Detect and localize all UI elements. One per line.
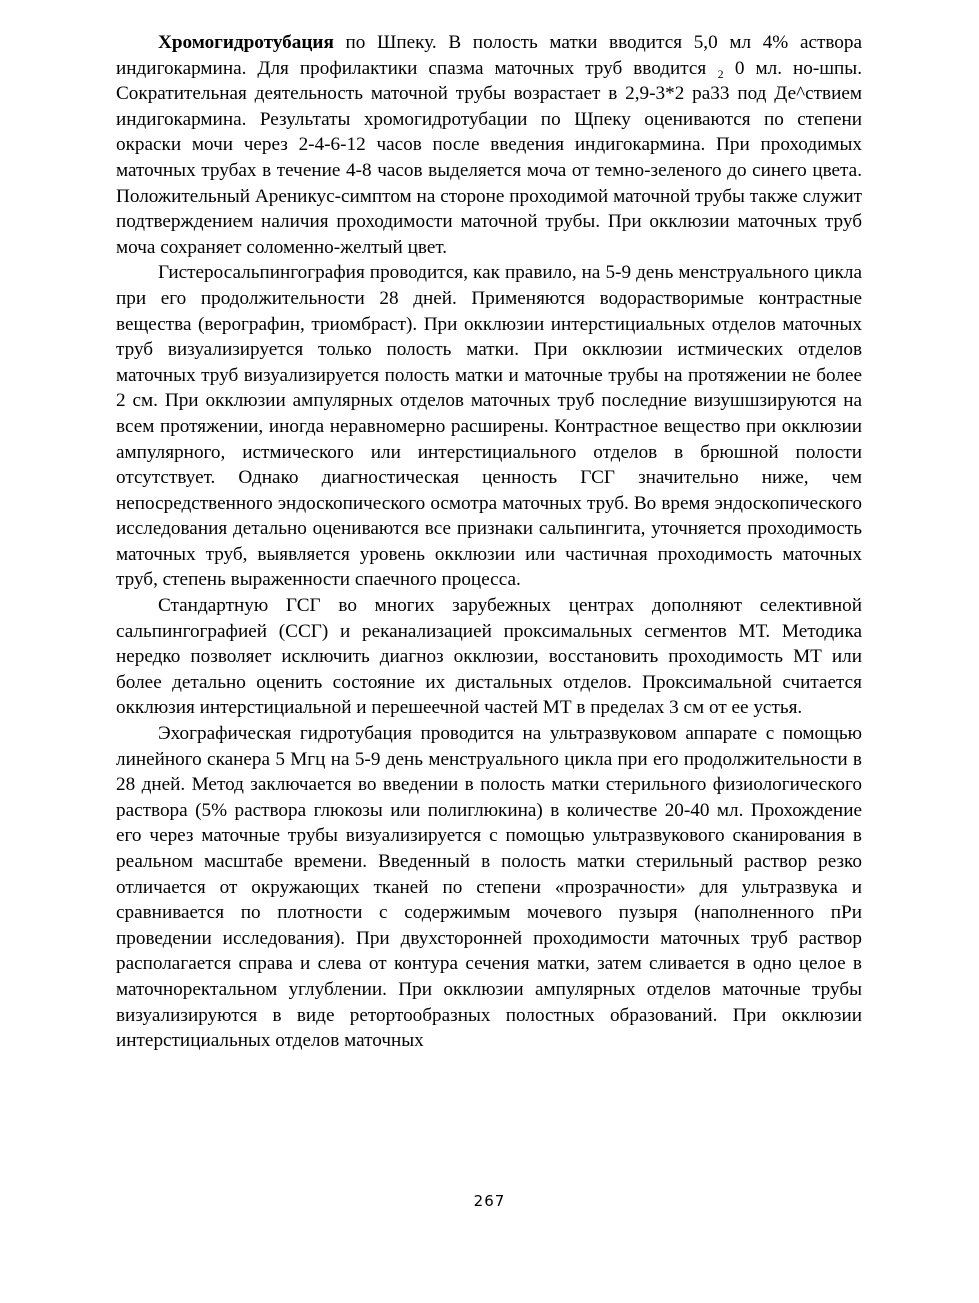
paragraph-lead-term: Хромогидротубация [158, 32, 334, 53]
paragraph-hysterosalpingography: Гистеросальпингография проводится, как правило, на 5-9 день менструального цикла при его продолжительности 28 дней. Применяются водорастворимые контрастные вещества (верографин, триомбраст). При окклюзии интерстициальных отделов маточных труб визуализируется только полость матки. При окклюзии истмических отделов маточных труб визуализируется полость матки и маточные трубы на протяжении не более 2 см. При окклюзии ампулярных отделов маточных труб последние визушшзируются на всем протяжении, иногда неравномерно расширены. Контрастное вещество при окклюзии ампулярного, истмического или интерстициального отделов в брюшной полости отсутствует. Однако диагностическая ценность ГСГ значительно ниже, чем непосредственного эндоскопического осмотра маточных труб. Во время эндоскопического исследования детально оцениваются все признаки сальпингита, уточняется проходимость маточных труб, выявляется уровень окклюзии или частичная проходимость маточных труб, степень выраженности спаечного процесса. [116, 262, 862, 591]
paragraph-echographic-hydrotubation: Эхографическая гидротубация проводится на ультразвуковом аппарате с помощью линейного сканера 5 Мгц на 5-9 день менструального цикла при его продолжительности в 28 дней. Метод заключается во введении в полость матки стерильного физиологического раствора (5% раствора глюкозы или полиглюкина) в количестве 20-40 мл. Прохождение его через маточные трубы визуализируется с помощью ультразвукового сканирования в реальном масштабе времени. Введенный в полость матки стерильный раствор резко отличается от окружающих тканей по степени «прозрачности» для ультразвука и сравнивается по плотности с содержимым мочевого пузыря (наполненного пРи проведении исследования). При двухсторонней проходимости маточных труб раствор располагается справа и слева от контура сечения матки, затем сливается в одно целое в маточноректальном углублении. При окклюзии ампулярных отделов маточные трубы визуализируются в виде ретортообразных полостных образований. При окклюзии интерстициальных отделов маточных [116, 723, 862, 1052]
paragraph-text: по Шпеку. В полость матки вводится 5,0 мл 4% аствора индигокармина. Для профилактики спазма маточных труб вводится ₂ 0 мл. но-шпы. Сократительная деятельность маточной трубы возрастает в 2,9-3*2 ра33 под Де^ствием индигокармина. Результаты хромогидротубации по Щпеку оцениваются по степени окраски мочи через 2-4-6-12 часов после введения индигокармина. При проходимых маточных трубах в течение 4-8 часов выделяется моча от темно-зеленого до синего цвета. Положительный Ареникус-симптом на стороне проходимой маточной трубы также служит подтверждением наличия проходимости маточной трубы. При окклюзии маточных труб моча сохраняет соломенно-желтый цвет. [116, 32, 862, 258]
paragraph-chromohydrotubation [116, 30, 862, 260]
page-body [116, 30, 862, 1054]
paragraph-selective-salpingography: Стандартную ГСГ во многих зарубежных центрах дополняют селективной сальпингографией (ССГ) и реканализацией проксимальных сегментов МТ. Методика нередко позволяет исключить диагноз окклюзии, восстановить проходимость МТ или более детально оценить состояние их дистальных отделов. Проксимальной считается окклюзия интерстициальной и перешеечной частей МТ в пределах 3 см от ее устья. [116, 595, 862, 719]
page-number: 267 [473, 1192, 506, 1210]
